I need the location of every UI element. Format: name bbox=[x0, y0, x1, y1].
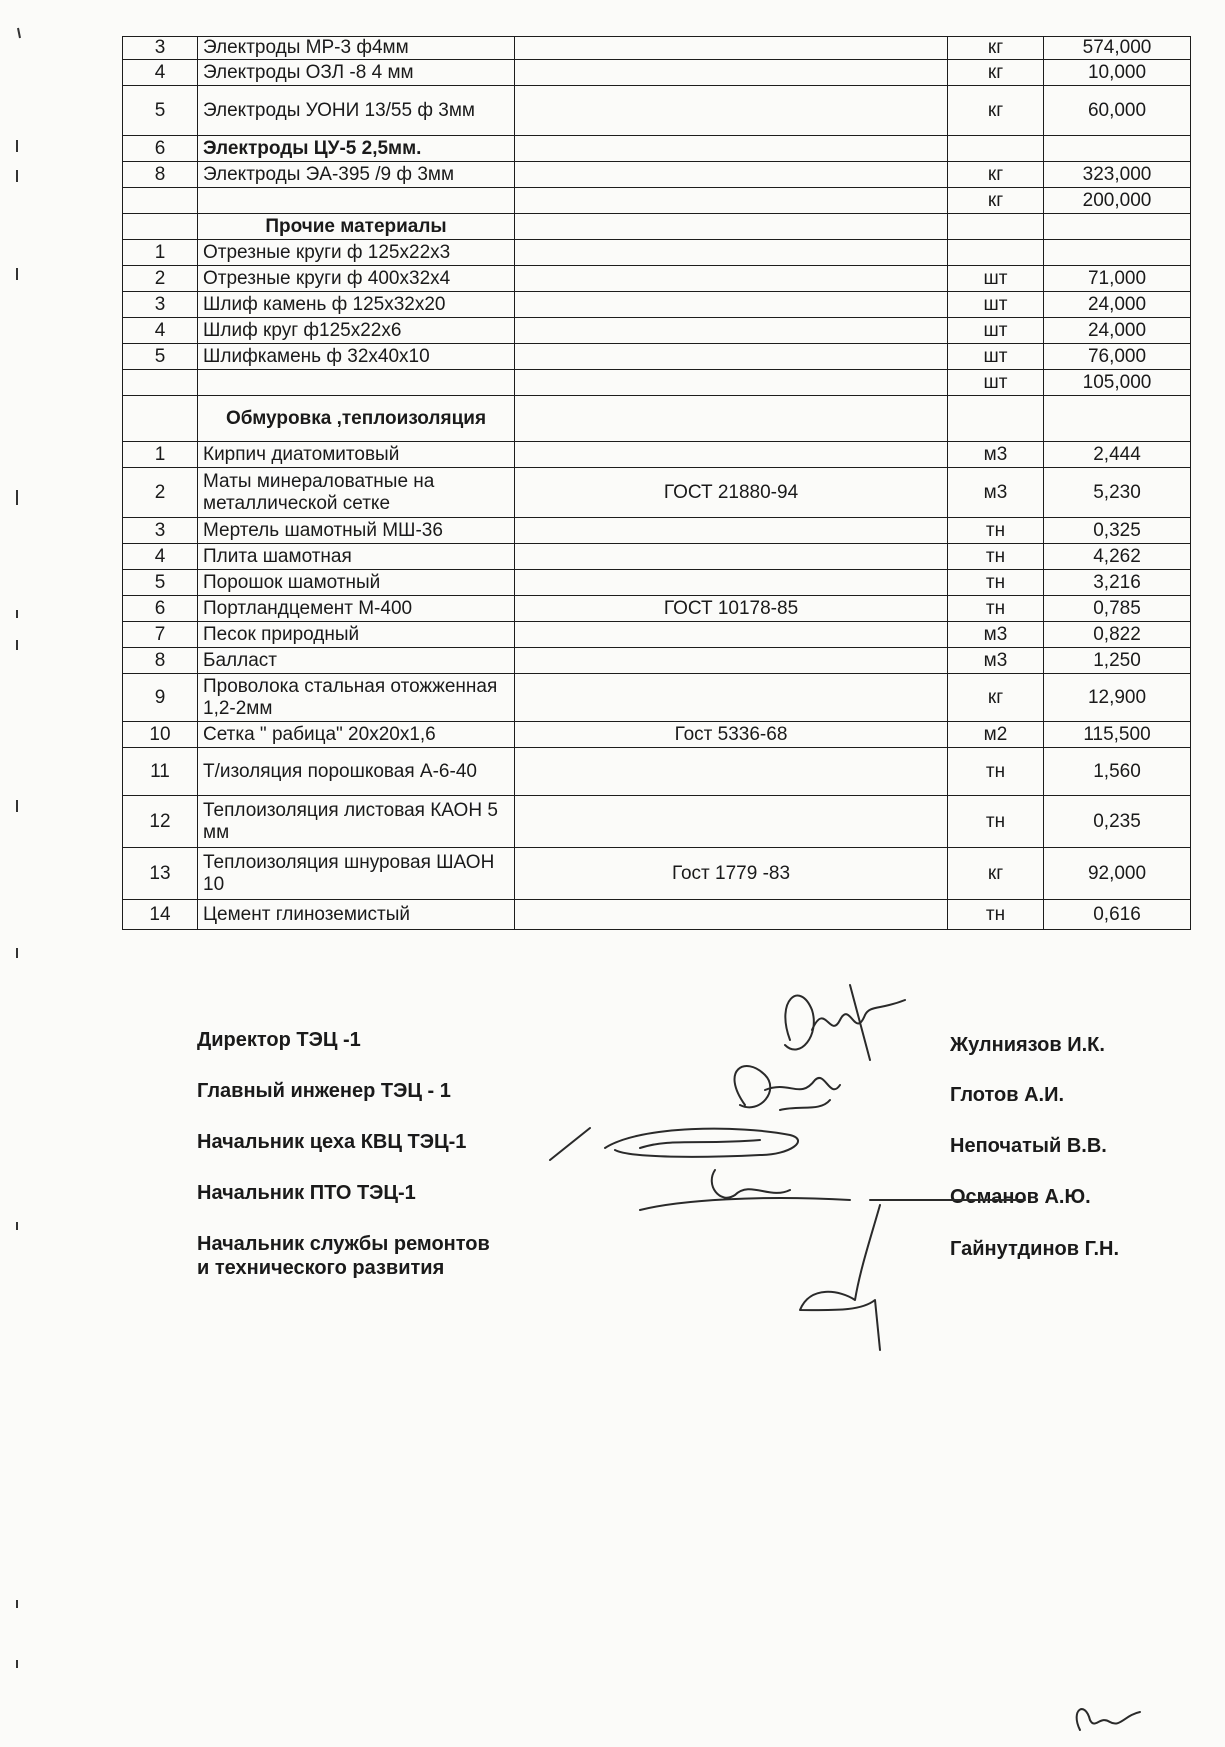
row-number-cell bbox=[123, 370, 198, 396]
standard-cell bbox=[515, 748, 948, 796]
standard-cell bbox=[515, 266, 948, 292]
row-number-cell: 3 bbox=[123, 518, 198, 544]
position-director: Директор ТЭЦ -1 bbox=[197, 1029, 361, 1051]
quantity-cell: 0,325 bbox=[1044, 518, 1191, 544]
material-name-cell: Электроды ЭА-395 /9 ф 3мм bbox=[198, 162, 515, 188]
unit-cell: шт bbox=[948, 318, 1044, 344]
table-row bbox=[123, 86, 1191, 136]
unit-cell: кг bbox=[948, 37, 1044, 60]
quantity-cell: 0,235 bbox=[1044, 796, 1191, 848]
quantity-cell bbox=[1044, 136, 1191, 162]
standard-cell bbox=[515, 442, 948, 468]
table-row bbox=[123, 396, 1191, 442]
name-director: Жулниязов И.К. bbox=[950, 1034, 1105, 1056]
unit-cell: м3 bbox=[948, 468, 1044, 518]
standard-cell bbox=[515, 188, 948, 214]
name-chief-engineer: Глотов А.И. bbox=[950, 1084, 1065, 1106]
material-name-cell: Шлиф круг ф125x22x6 bbox=[198, 318, 515, 344]
quantity-cell bbox=[1044, 214, 1191, 240]
table-row bbox=[123, 648, 1191, 674]
standard-cell bbox=[515, 214, 948, 240]
unit-cell: тн bbox=[948, 900, 1044, 930]
standard-cell bbox=[515, 318, 948, 344]
row-number-cell: 2 bbox=[123, 468, 198, 518]
material-name-cell: Песок природный bbox=[198, 622, 515, 648]
unit-cell: тн bbox=[948, 544, 1044, 570]
unit-cell: м3 bbox=[948, 442, 1044, 468]
standard-cell bbox=[515, 518, 948, 544]
unit-cell bbox=[948, 240, 1044, 266]
material-name-cell bbox=[198, 370, 515, 396]
material-name-cell: Шлиф камень ф 125x32x20 bbox=[198, 292, 515, 318]
row-number-cell: 3 bbox=[123, 292, 198, 318]
position-repair-head-line2: и технического развития bbox=[197, 1257, 445, 1279]
unit-cell bbox=[948, 396, 1044, 442]
materials-table bbox=[122, 36, 1191, 930]
row-number-cell: 8 bbox=[123, 648, 198, 674]
table-row bbox=[123, 468, 1191, 518]
row-number-cell bbox=[123, 188, 198, 214]
quantity-cell bbox=[1044, 396, 1191, 442]
standard-cell bbox=[515, 86, 948, 136]
quantity-cell: 71,000 bbox=[1044, 266, 1191, 292]
material-name-cell: Мертель шамотный МШ-36 bbox=[198, 518, 515, 544]
row-number-cell: 10 bbox=[123, 722, 198, 748]
table-row bbox=[123, 748, 1191, 796]
row-number-cell: 14 bbox=[123, 900, 198, 930]
table-row bbox=[123, 162, 1191, 188]
row-number-cell: 5 bbox=[123, 344, 198, 370]
material-name-cell: Теплоизоляция листовая КАОН 5 мм bbox=[198, 796, 515, 848]
material-name-cell: Прочие материалы bbox=[198, 214, 515, 240]
table-row bbox=[123, 596, 1191, 622]
quantity-cell: 574,000 bbox=[1044, 37, 1191, 60]
table-row bbox=[123, 136, 1191, 162]
row-number-cell: 6 bbox=[123, 136, 198, 162]
row-number-cell: 5 bbox=[123, 86, 198, 136]
standard-cell bbox=[515, 240, 948, 266]
unit-cell: кг bbox=[948, 188, 1044, 214]
table-row bbox=[123, 214, 1191, 240]
row-number-cell: 13 bbox=[123, 848, 198, 900]
row-number-cell bbox=[123, 396, 198, 442]
material-name-cell: Кирпич диатомитовый bbox=[198, 442, 515, 468]
row-number-cell: 6 bbox=[123, 596, 198, 622]
table-row bbox=[123, 37, 1191, 60]
material-name-cell: Шлифкамень ф 32x40x10 bbox=[198, 344, 515, 370]
material-name-cell: Проволока стальная отожженная 1,2-2мм bbox=[198, 674, 515, 722]
quantity-cell: 24,000 bbox=[1044, 318, 1191, 344]
standard-cell bbox=[515, 674, 948, 722]
material-name-cell: Цемент глиноземистый bbox=[198, 900, 515, 930]
quantity-cell: 10,000 bbox=[1044, 60, 1191, 86]
quantity-cell: 0,785 bbox=[1044, 596, 1191, 622]
row-number-cell: 4 bbox=[123, 544, 198, 570]
table-row bbox=[123, 344, 1191, 370]
table-row bbox=[123, 188, 1191, 214]
standard-cell bbox=[515, 370, 948, 396]
standard-cell bbox=[515, 796, 948, 848]
unit-cell: кг bbox=[948, 162, 1044, 188]
quantity-cell: 2,444 bbox=[1044, 442, 1191, 468]
standard-cell bbox=[515, 570, 948, 596]
material-name-cell: Плита шамотная bbox=[198, 544, 515, 570]
unit-cell: шт bbox=[948, 266, 1044, 292]
row-number-cell: 12 bbox=[123, 796, 198, 848]
table-row bbox=[123, 900, 1191, 930]
quantity-cell: 5,230 bbox=[1044, 468, 1191, 518]
material-name-cell: Электроды УОНИ 13/55 ф 3мм bbox=[198, 86, 515, 136]
unit-cell: кг bbox=[948, 60, 1044, 86]
material-name-cell: Порошок шамотный bbox=[198, 570, 515, 596]
unit-cell: тн bbox=[948, 796, 1044, 848]
table-row bbox=[123, 60, 1191, 86]
material-name-cell: Т/изоляция порошковая А-6-40 bbox=[198, 748, 515, 796]
position-chief-engineer: Главный инженер ТЭЦ - 1 bbox=[197, 1080, 451, 1102]
table-row bbox=[123, 796, 1191, 848]
unit-cell bbox=[948, 214, 1044, 240]
row-number-cell: 2 bbox=[123, 266, 198, 292]
unit-cell: кг bbox=[948, 674, 1044, 722]
standard-cell bbox=[515, 37, 948, 60]
standard-cell: ГОСТ 21880-94 bbox=[515, 468, 948, 518]
material-name-cell: Электроды ОЗЛ -8 4 мм bbox=[198, 60, 515, 86]
row-number-cell: 1 bbox=[123, 442, 198, 468]
table-row bbox=[123, 518, 1191, 544]
material-name-cell: Сетка " рабица" 20x20x1,6 bbox=[198, 722, 515, 748]
row-number-cell: 8 bbox=[123, 162, 198, 188]
quantity-cell: 1,560 bbox=[1044, 748, 1191, 796]
table-row bbox=[123, 544, 1191, 570]
material-name-cell: Отрезные круги ф 400x32x4 bbox=[198, 266, 515, 292]
materials-table-body bbox=[123, 37, 1191, 930]
table-row bbox=[123, 570, 1191, 596]
standard-cell: ГОСТ 10178-85 bbox=[515, 596, 948, 622]
unit-cell: кг bbox=[948, 848, 1044, 900]
quantity-cell: 24,000 bbox=[1044, 292, 1191, 318]
unit-cell: тн bbox=[948, 518, 1044, 544]
position-pto-head: Начальник ПТО ТЭЦ-1 bbox=[197, 1182, 416, 1204]
material-name-cell: Портландцемент М-400 bbox=[198, 596, 515, 622]
unit-cell: м3 bbox=[948, 622, 1044, 648]
row-number-cell: 4 bbox=[123, 60, 198, 86]
unit-cell: м3 bbox=[948, 648, 1044, 674]
unit-cell: м2 bbox=[948, 722, 1044, 748]
standard-cell: Гост 1779 -83 bbox=[515, 848, 948, 900]
quantity-cell: 0,822 bbox=[1044, 622, 1191, 648]
standard-cell: Гост 5336-68 bbox=[515, 722, 948, 748]
standard-cell bbox=[515, 396, 948, 442]
unit-cell: тн bbox=[948, 748, 1044, 796]
standard-cell bbox=[515, 544, 948, 570]
row-number-cell: 9 bbox=[123, 674, 198, 722]
table-row bbox=[123, 318, 1191, 344]
standard-cell bbox=[515, 60, 948, 86]
unit-cell bbox=[948, 136, 1044, 162]
table-row bbox=[123, 722, 1191, 748]
unit-cell: шт bbox=[948, 292, 1044, 318]
standard-cell bbox=[515, 292, 948, 318]
quantity-cell: 323,000 bbox=[1044, 162, 1191, 188]
material-name-cell: Отрезные круги ф 125x22x3 bbox=[198, 240, 515, 266]
row-number-cell: 1 bbox=[123, 240, 198, 266]
row-number-cell: 5 bbox=[123, 570, 198, 596]
table-row bbox=[123, 674, 1191, 722]
material-name-cell: Теплоизоляция шнуровая ШАОН 10 bbox=[198, 848, 515, 900]
quantity-cell: 1,250 bbox=[1044, 648, 1191, 674]
row-number-cell: 4 bbox=[123, 318, 198, 344]
table-row bbox=[123, 240, 1191, 266]
quantity-cell: 105,000 bbox=[1044, 370, 1191, 396]
quantity-cell: 200,000 bbox=[1044, 188, 1191, 214]
quantity-cell: 0,616 bbox=[1044, 900, 1191, 930]
material-name-cell bbox=[198, 188, 515, 214]
position-repair-head-line1: Начальник службы ремонтов bbox=[197, 1233, 490, 1255]
row-number-cell: 3 bbox=[123, 37, 198, 60]
material-name-cell: Балласт bbox=[198, 648, 515, 674]
material-name-cell: Электроды МР-3 ф4мм bbox=[198, 37, 515, 60]
table-row bbox=[123, 266, 1191, 292]
material-name-cell: Обмуровка ,теплоизоляция bbox=[198, 396, 515, 442]
material-name-cell: Маты минераловатные на металлической сетке bbox=[198, 468, 515, 518]
quantity-cell: 115,500 bbox=[1044, 722, 1191, 748]
quantity-cell: 60,000 bbox=[1044, 86, 1191, 136]
unit-cell: шт bbox=[948, 344, 1044, 370]
name-kvc-head: Непочатый В.В. bbox=[950, 1135, 1107, 1157]
quantity-cell bbox=[1044, 240, 1191, 266]
table-row bbox=[123, 292, 1191, 318]
unit-cell: шт bbox=[948, 370, 1044, 396]
row-number-cell bbox=[123, 214, 198, 240]
materials-table-wrapper bbox=[122, 36, 1190, 930]
table-row bbox=[123, 442, 1191, 468]
quantity-cell: 76,000 bbox=[1044, 344, 1191, 370]
material-name-cell: Электроды ЦУ-5 2,5мм. bbox=[198, 136, 515, 162]
unit-cell: кг bbox=[948, 86, 1044, 136]
standard-cell bbox=[515, 622, 948, 648]
name-repair-head: Гайнутдинов Г.Н. bbox=[950, 1238, 1120, 1260]
quantity-cell: 92,000 bbox=[1044, 848, 1191, 900]
row-number-cell: 11 bbox=[123, 748, 198, 796]
table-row bbox=[123, 370, 1191, 396]
standard-cell bbox=[515, 900, 948, 930]
standard-cell bbox=[515, 648, 948, 674]
table-row bbox=[123, 622, 1191, 648]
row-number-cell: 7 bbox=[123, 622, 198, 648]
quantity-cell: 12,900 bbox=[1044, 674, 1191, 722]
standard-cell bbox=[515, 344, 948, 370]
table-row bbox=[123, 848, 1191, 900]
unit-cell: тн bbox=[948, 570, 1044, 596]
unit-cell: тн bbox=[948, 596, 1044, 622]
name-pto-head: Османов А.Ю. bbox=[950, 1186, 1091, 1208]
standard-cell bbox=[515, 136, 948, 162]
quantity-cell: 3,216 bbox=[1044, 570, 1191, 596]
standard-cell bbox=[515, 162, 948, 188]
position-kvc-head: Начальник цеха КВЦ ТЭЦ-1 bbox=[197, 1131, 467, 1153]
quantity-cell: 4,262 bbox=[1044, 544, 1191, 570]
